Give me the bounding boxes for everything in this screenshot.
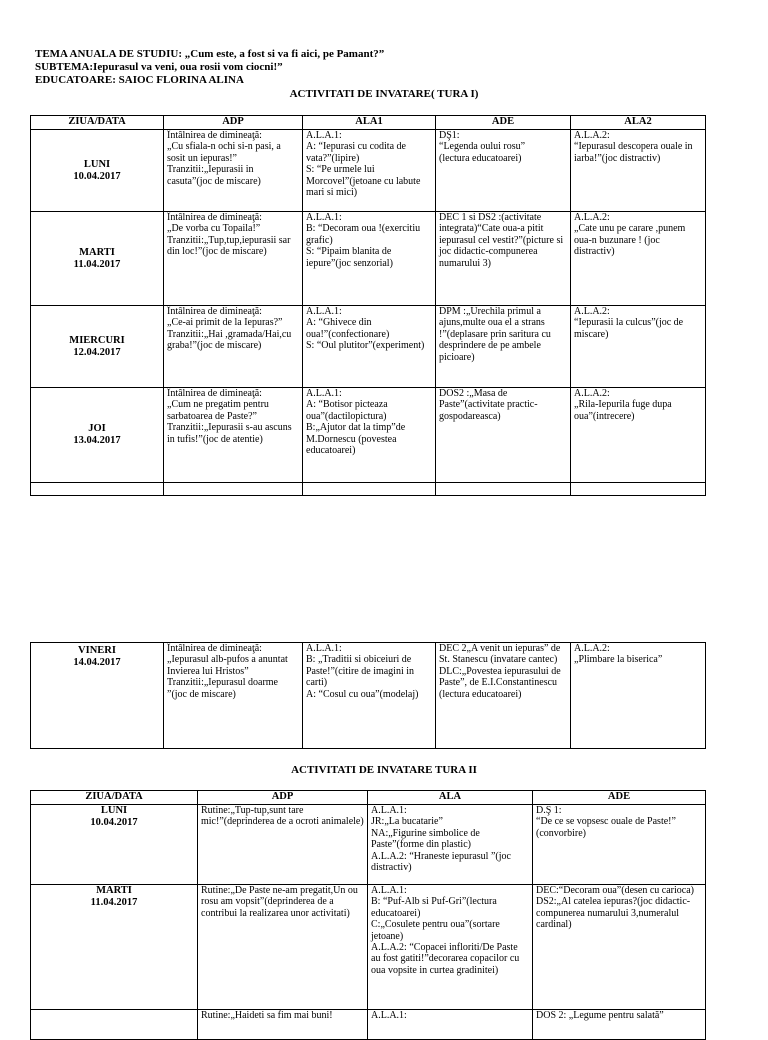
ala1-cell: A.L.A.1: A: “Botisor picteaza oua”(dactilopictura) B:„Ajutor dat la timp”de M.Dornescu (povestea educatoarei) bbox=[303, 388, 436, 483]
activities-table-shift-1 bbox=[30, 115, 706, 496]
ala1-cell: A.L.A.1: A: “Iepurasi cu codita de vata?”(lipire) S: “Pe urmele lui Morcovel”(jetoane cu labute mari si mici) bbox=[303, 130, 436, 212]
table-row-empty bbox=[31, 483, 706, 496]
adp-cell: Întâlnirea de dimineaţă: „Cum ne pregatim pentru sarbatoarea de Paste?” Tranzitii:„Iepurasii s-au ascuns in tufis!”(joc de atentie) bbox=[164, 388, 303, 483]
section-title-shift-1: ACTIVITATI DE INVATARE( TURA I) bbox=[289, 88, 479, 100]
ala-cell: A.L.A.1: B: “Puf-Alb si Puf-Gri”(lectura educatoarei) C:„Cosulete pentru oua”(sortare jetoane) A.L.A.2: “Copacei infloriti/De Paste au fost gatiti!”decorarea copacilor cu oua vopsite in curtea gradinitei) bbox=[368, 885, 533, 1010]
ade-cell: DEC:“Decoram oua”(desen cu carioca) DS2:„Al catelea iepuras?(joc didactic-compunerea numarului 3,numeralul cardinal) bbox=[533, 885, 706, 1010]
table-header-row bbox=[31, 791, 706, 805]
col-header-ade: ADE bbox=[533, 791, 706, 805]
section-title-shift-2: ACTIVITATI DE INVATARE TURA II bbox=[291, 764, 477, 776]
adp-cell: Rutine:„Tup-tup,sunt tare mic!”(deprinderea de a ocroti animalele) bbox=[198, 805, 368, 885]
col-header-adp: ADP bbox=[198, 791, 368, 805]
col-header-ala1: ALA1 bbox=[303, 116, 436, 130]
teacher-name: EDUCATOARE: SAIOC FLORINA ALINA bbox=[35, 74, 244, 86]
ade-cell: DEC 1 si DS2 :(activitate integrata)“Cate oua-a pitit iepurasul cel vestit?”(picture si joc didactic-compunerea numarului 3) bbox=[436, 212, 571, 306]
table-row bbox=[31, 212, 706, 306]
ade-cell: DPM :„Urechila primul a ajuns,multe oua el a strans !”(deplasare prin saritura cu desprindere de pe ambele picioare) bbox=[436, 306, 571, 388]
col-header-ala: ALA bbox=[368, 791, 533, 805]
day-cell: JOI 13.04.2017 bbox=[31, 388, 164, 483]
ala2-cell: A.L.A.2: “Iepurasii la culcus”(joc de miscare) bbox=[571, 306, 706, 388]
table-row bbox=[31, 643, 706, 749]
table-row bbox=[31, 306, 706, 388]
adp-cell: Întâlnirea de dimineaţă: „Iepurasul alb-pufos a anuntat Invierea lui Hristos” Tranzitii:„Iepurasul doarme ”(joc de miscare) bbox=[164, 643, 303, 749]
day-cell: VINERI 14.04.2017 bbox=[31, 643, 164, 749]
day-cell: MARTI 11.04.2017 bbox=[31, 212, 164, 306]
col-header-day: ZIUA/DATA bbox=[31, 116, 164, 130]
ade-cell: D.Ş 1: “De ce se vopsesc ouale de Paste!” (convorbire) bbox=[533, 805, 706, 885]
table-row bbox=[31, 388, 706, 483]
ala2-cell: A.L.A.2: „Plimbare la biserica” bbox=[571, 643, 706, 749]
table-row bbox=[31, 885, 706, 1010]
ade-cell: DOS 2: „Legume pentru salată” bbox=[533, 1010, 706, 1040]
activities-table-shift-1-continued bbox=[30, 642, 706, 749]
subtheme: SUBTEMA:Iepurasul va veni, oua rosii vom ciocni!” bbox=[35, 61, 283, 73]
table-row bbox=[31, 130, 706, 212]
ala-cell: A.L.A.1: bbox=[368, 1010, 533, 1040]
col-header-ade: ADE bbox=[436, 116, 571, 130]
day-cell: LUNI 10.04.2017 bbox=[31, 130, 164, 212]
table-row bbox=[31, 805, 706, 885]
adp-cell: Întâlnirea de dimineaţă: „Ce-ai primit de la Iepuras?” Tranzitii:„Hai ,gramada/Hai,cu graba!”(joc de miscare) bbox=[164, 306, 303, 388]
adp-cell: Întâlnirea de dimineaţă: „Cu sfiala-n ochi si-n pasi, a sosit un iepuras!” Tranzitii:„Iepurasii in casuta”(joc de miscare) bbox=[164, 130, 303, 212]
col-header-adp: ADP bbox=[164, 116, 303, 130]
table-row bbox=[31, 1010, 706, 1040]
adp-cell: Rutine:„Haideti sa fim mai buni! bbox=[198, 1010, 368, 1040]
day-cell: LUNI 10.04.2017 bbox=[31, 805, 198, 885]
ala2-cell: A.L.A.2: “Iepurasul descopera ouale in iarba!”(joc distractiv) bbox=[571, 130, 706, 212]
activities-table-shift-2 bbox=[30, 790, 706, 1040]
ala1-cell: A.L.A.1: B: “Decoram oua !(exercitiu grafic) S: “Pipaim blanita de iepure”(joc senzorial) bbox=[303, 212, 436, 306]
ala2-cell: A.L.A.2: „Rila-Iepurila fuge dupa oua”(intrecere) bbox=[571, 388, 706, 483]
ala2-cell: A.L.A.2: „Cate unu pe carare ,punem oua-n buzunare ! (joc distractiv) bbox=[571, 212, 706, 306]
day-cell bbox=[31, 1010, 198, 1040]
ala1-cell: A.L.A.1: A: “Ghivece din oua!”(confectionare) S: “Oul plutitor”(experiment) bbox=[303, 306, 436, 388]
col-header-ala2: ALA2 bbox=[571, 116, 706, 130]
ala-cell: A.L.A.1: JR:„La bucatarie” NA:„Figurine simbolice de Paste”(forme din plastic) A.L.A.2: “Hraneste iepurasul ”(joc distractiv) bbox=[368, 805, 533, 885]
day-cell: MIERCURI 12.04.2017 bbox=[31, 306, 164, 388]
ade-cell: DOS2 :„Masa de Paste”(activitate practic-gospodareasca) bbox=[436, 388, 571, 483]
day-cell: MARTI 11.04.2017 bbox=[31, 885, 198, 1010]
adp-cell: Întâlnirea de dimineaţă: „De vorba cu Topaila!” Tranzitii:„Tup,tup,iepurasii sar din loc!”(joc de miscare) bbox=[164, 212, 303, 306]
col-header-day: ZIUA/DATA bbox=[31, 791, 198, 805]
ade-cell: DEC 2„A venit un iepuras” de St. Stanescu (invatare cantec) DLC:„Povestea iepurasului de Paste”, de E.I.Constantinescu (lectura educatoarei) bbox=[436, 643, 571, 749]
ade-cell: DŞ1: “Legenda oului rosu” (lectura educatoarei) bbox=[436, 130, 571, 212]
annual-theme: TEMA ANUALA DE STUDIU: „Cum este, a fost si va fi aici, pe Pamant?” bbox=[35, 48, 385, 60]
adp-cell: Rutine:„De Paste ne-am pregatit,Un ou rosu am vopsit”(deprinderea de a contribui la realizarea unor activitati) bbox=[198, 885, 368, 1010]
ala1-cell: A.L.A.1: B: „Traditii si obiceiuri de Paste!”(citire de imagini in carti) A: “Cosul cu oua”(modelaj) bbox=[303, 643, 436, 749]
table-header-row bbox=[31, 116, 706, 130]
